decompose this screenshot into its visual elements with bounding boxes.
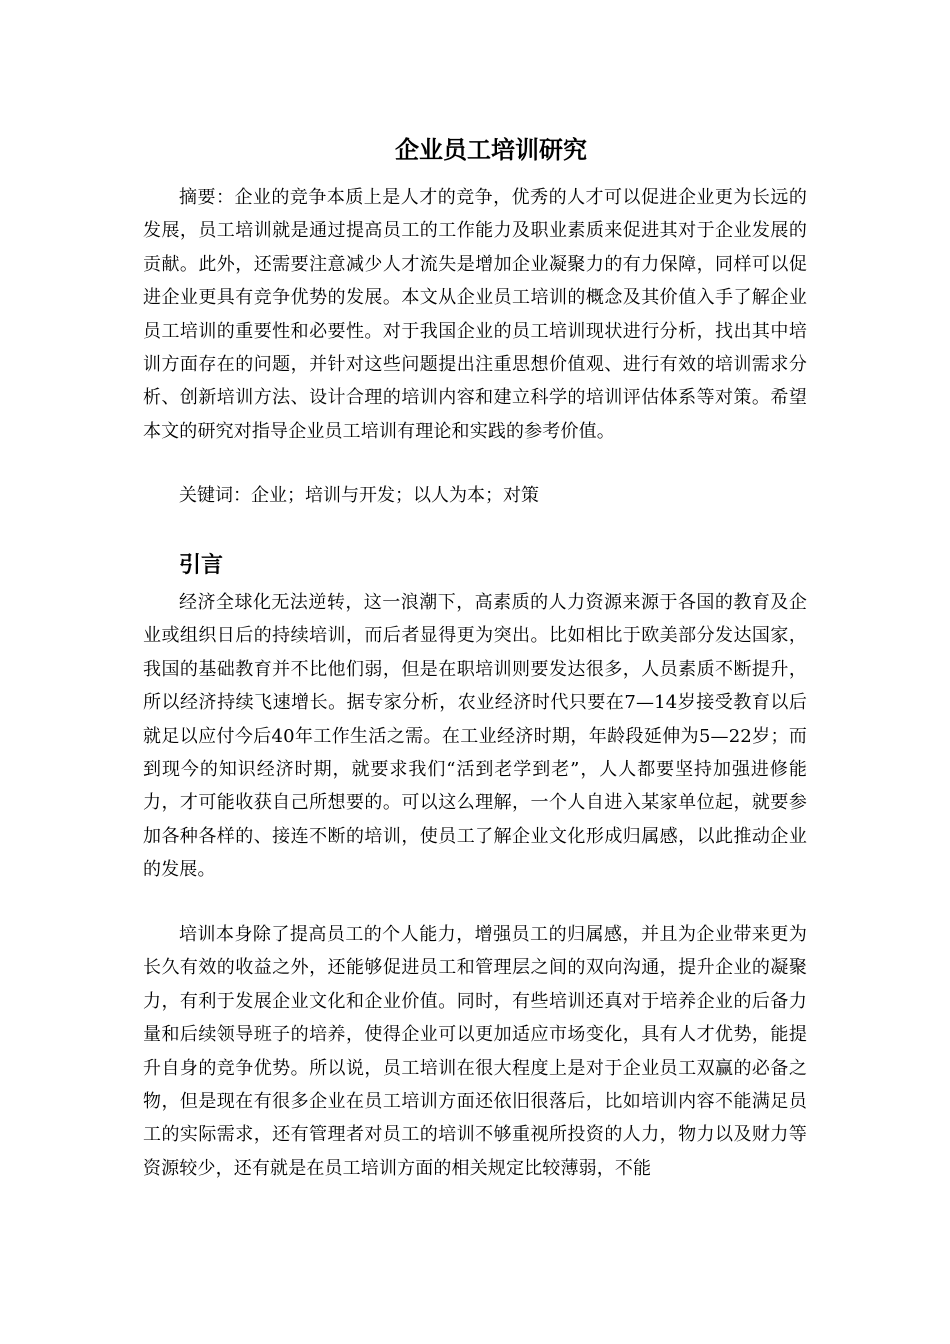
body-paragraph: 经济全球化无法逆转，这一浪潮下，高素质的人力资源来源于各国的教育及企业或组织日后的持续培训，而后者显得更为突出。比如相比于欧美部分发达国家，我国的基础教育并不比他们弱，但是在职培训则要发达很多，人员素质不断提升，所以经济持续飞速增长。据专家分析，农业经济时代只要在7—14岁接受教育以后就足以应付今后40年工作生活之需。在工业经济时期，年龄段延伸为5—22岁；而到现今的知识经济时期，就要求我们“活到老学到老”，人人都要坚持加强进修能力，才可能收获自己所想要的。可以这么理解，一个人自进入某家单位起，就要参加各种各样的、接连不断的培训，使员工了解企业文化形成归属感，以此推动企业的发展。 [143, 592, 807, 881]
section-heading-introduction: 引言 [179, 552, 224, 578]
document-title: 企业员工培训研究 [395, 135, 587, 164]
abstract-paragraph: 摘要：企业的竞争本质上是人才的竞争，优秀的人才可以促进企业更为长远的发展，员工培训就是通过提高员工的工作能力及职业素质来促进其对于企业发展的贡献。此外，还需要注意减少人才流失是增加企业凝聚力的有力保障，同样可以促进企业更具有竞争优势的发展。本文从企业员工培训的概念及其价值入手了解企业员工培训的重要性和必要性。对于我国企业的员工培训现状进行分析，找出其中培训方面存在的问题，并针对这些问题提出注重思想价值观、进行有效的培训需求分析、创新培训方法、设计合理的培训内容和建立科学的培训评估体系等对策。希望本文的研究对指导企业员工培训有理论和实践的参考价值。 [143, 187, 807, 442]
keywords-line: 关键词：企业；培训与开发；以人为本；对策 [179, 485, 539, 506]
body-paragraph: 培训本身除了提高员工的个人能力，增强员工的归属感，并且为企业带来更为长久有效的收益之外，还能够促进员工和管理层之间的双向沟通，提升企业的凝聚力，有利于发展企业文化和企业价值。同时，有些培训还真对于培养企业的后备力量和后续领导班子的培养，使得企业可以更加适应市场变化，具有人才优势，能提升自身的竞争优势。所以说，员工培训在很大程度上是对于企业员工双赢的必备之物，但是现在有很多企业在员工培训方面还依旧很落后，比如培训内容不能满足员工的实际需求，还有管理者对员工的培训不够重视所投资的人力，物力以及财力等资源较少，还有就是在员工培训方面的相关规定比较薄弱，不能 [143, 924, 807, 1179]
